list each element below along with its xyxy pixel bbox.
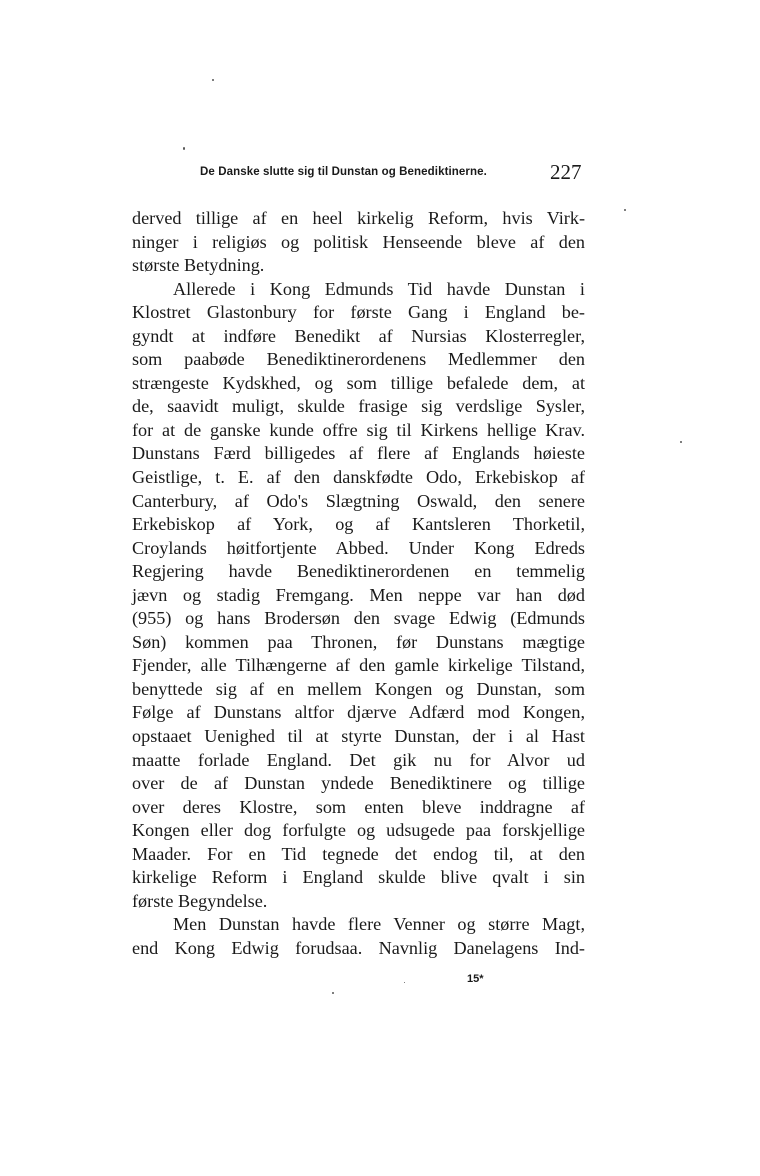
text-line: benyttede sig af en mellem Kongen og Dunstan, som	[132, 678, 585, 699]
text-line: Dunstans Færd billigedes af flere af Englands høieste	[132, 443, 585, 464]
text-line: end Kong Edwig forudsaa. Navnlig Danelagens Ind-	[132, 937, 585, 958]
text-line: kirkelige Reform i England skulde blive qvalt i sin	[132, 867, 585, 888]
text-line: Fjender, alle Tilhængerne af den gamle kirkelige Tilstand,	[132, 655, 585, 676]
text-line: strængeste Kydskhed, og som tillige befalede dem, at	[132, 372, 585, 393]
body-text	[132, 207, 585, 961]
text-line: for at de ganske kunde offre sig til Kirkens hellige Krav.	[132, 419, 585, 440]
text-line: over de af Dunstan yndede Benediktinere og tillige	[132, 773, 585, 794]
scan-speck	[404, 982, 405, 983]
text-line: Klostret Glastonbury for første Gang i England be-	[132, 302, 585, 323]
text-line: Regjering havde Benediktinerordenen en temmelig	[132, 561, 585, 582]
text-line: Følge af Dunstans altfor djærve Adfærd mod Kongen,	[132, 702, 585, 723]
text-line: derved tillige af en heel kirkelig Reform, hvis Virk-	[132, 208, 585, 228]
scan-speck	[212, 79, 214, 81]
page-number: 227	[550, 160, 582, 184]
text-line: over deres Klostre, som enten bleve inddragne af	[132, 796, 585, 817]
text-line: første Begyndelse.	[132, 890, 268, 911]
text-line: Men Dunstan havde flere Venner og større Magt,	[173, 914, 585, 935]
text-line: Croylands høitfortjente Abbed. Under Kong Edreds	[132, 537, 585, 558]
text-line: (955) og hans Brodersøn den svage Edwig (Edmunds	[132, 608, 585, 629]
text-line: Allerede i Kong Edmunds Tid havde Dunstan i	[173, 278, 585, 299]
text-line: gyndt at indføre Benedikt af Nursias Klosterregler,	[132, 325, 585, 346]
text-line: Kongen eller dog forfulgte og udsugede paa forskjellige	[132, 820, 585, 841]
text-line: største Betydning.	[132, 255, 265, 276]
text-line: Erkebiskop af York, og af Kantsleren Thorketil,	[132, 514, 585, 535]
text-line: Canterbury, af Odo's Slægtning Oswald, den senere	[132, 490, 585, 511]
scan-speck	[183, 147, 185, 150]
scan-speck	[680, 441, 682, 443]
text-line: Maader. For en Tid tegnede det endog til, at den	[132, 843, 585, 864]
printer-signature: 15*	[467, 973, 484, 985]
text-line: jævn og stadig Fremgang. Men neppe var han død	[132, 584, 585, 605]
text-line: de, saavidt muligt, skulde frasige sig verdslige Sysler,	[132, 396, 585, 417]
text-line: som paabøde Benediktinerordenens Medlemmer den	[132, 349, 585, 370]
text-line: maatte forlade England. Det gik nu for Alvor ud	[132, 749, 585, 770]
text-line: ninger i religiøs og politisk Henseende bleve af den	[132, 231, 585, 252]
text-line: opstaaet Uenighed til at styrte Dunstan, der i al Hast	[132, 726, 585, 747]
text-line: Geistlige, t. E. af den danskfødte Odo, Erkebiskop af	[132, 467, 585, 488]
running-header: De Danske slutte sig til Dunstan og Benediktinerne.	[200, 166, 487, 178]
scan-speck	[624, 209, 626, 211]
text-line: Søn) kommen paa Thronen, før Dunstans mægtige	[132, 631, 585, 652]
scan-speck	[332, 992, 334, 994]
